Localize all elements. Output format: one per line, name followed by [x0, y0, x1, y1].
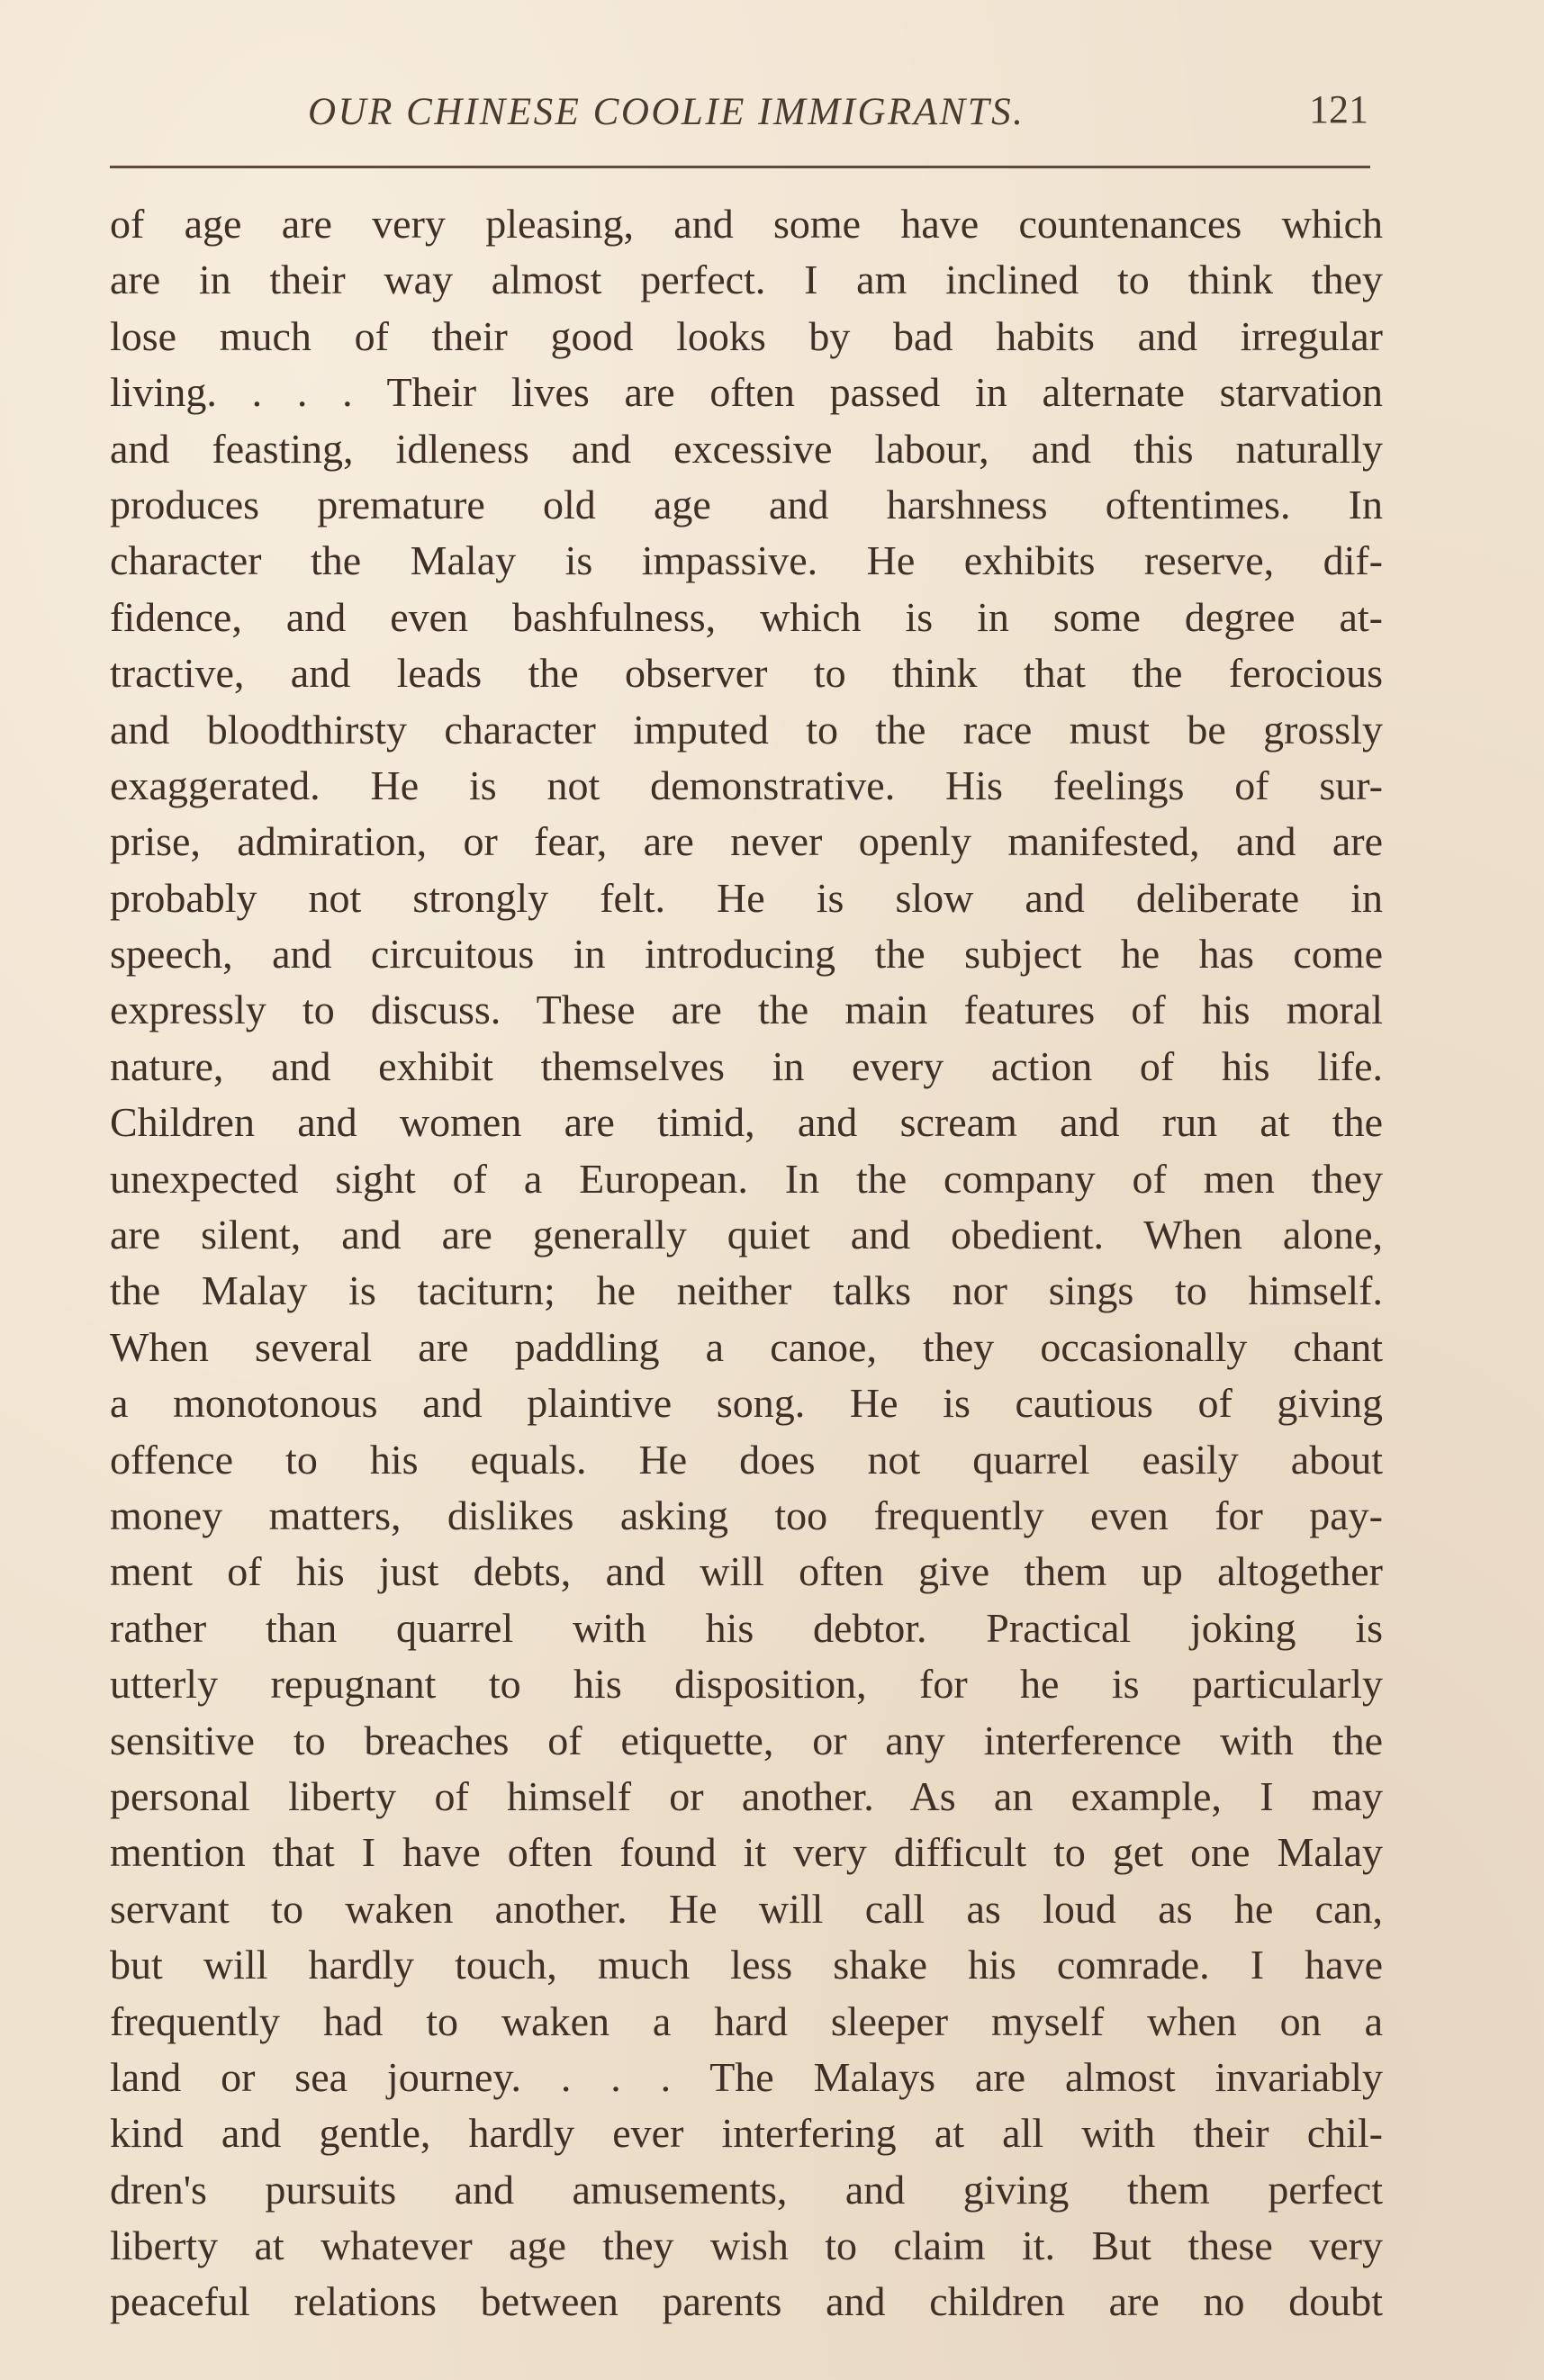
text-line: prise, admiration, or fear, are never openly manifested, and are — [110, 818, 1383, 865]
text-line: sensitive to breaches of etiquette, or any interference with the — [110, 1717, 1383, 1763]
text-line: tractive, and leads the observer to think that the ferocious — [110, 650, 1383, 697]
text-line: character the Malay is impassive. He exhibits reserve, dif- — [110, 537, 1383, 584]
text-line: speech, and circuitous in introducing the subject he has come — [110, 931, 1383, 978]
text-line: land or sea journey. . . . The Malays are almost invariably — [110, 2053, 1383, 2100]
text-line: unexpected sight of a European. In the company of men they — [110, 1155, 1383, 1202]
text-line: frequently had to waken a hard sleeper myself when on a — [110, 1997, 1383, 2044]
text-line: living. . . . Their lives are often passed in alternate starvation — [110, 369, 1383, 416]
text-line: utterly repugnant to his disposition, for he is particularly — [110, 1661, 1383, 1708]
text-line: produces premature old age and harshness oftentimes. In — [110, 481, 1383, 527]
text-line: but will hardly touch, much less shake his comrade. I have — [110, 1942, 1383, 1988]
text-line: lose much of their good looks by bad habits and irregular — [110, 312, 1383, 359]
text-line: Children and women are timid, and scream and run at the — [110, 1099, 1383, 1146]
text-line: a monotonous and plaintive song. He is cautious of giving — [110, 1380, 1383, 1427]
text-line: the Malay is taciturn; he neither talks nor sings to himself. — [110, 1267, 1383, 1314]
text-line: and bloodthirsty character imputed to the race must be grossly — [110, 706, 1383, 753]
text-line: ment of his just debts, and will often give them up altogether — [110, 1548, 1383, 1595]
text-line: exaggerated. He is not demonstrative. His feelings of sur- — [110, 762, 1383, 808]
text-line: expressly to discuss. These are the main features of his moral — [110, 987, 1383, 1033]
text-line: dren's pursuits and amusements, and giving them perfect — [110, 2166, 1383, 2213]
text-line: fidence, and even bashfulness, which is in some degree at- — [110, 593, 1383, 640]
text-line: money matters, dislikes asking too frequently even for pay- — [110, 1492, 1383, 1538]
running-head — [108, 81, 1368, 144]
page-number: 121 — [1309, 87, 1368, 131]
text-line: of age are very pleasing, and some have countenances which — [110, 201, 1383, 247]
text-line: peaceful relations between parents and children are no doubt — [110, 2278, 1383, 2325]
text-line: liberty at whatever age they wish to claim it. But these very — [110, 2222, 1383, 2269]
header-rule — [110, 166, 1370, 168]
text-line: are in their way almost perfect. I am inclined to think they — [110, 257, 1383, 303]
text-line: rather than quarrel with his debtor. Practical joking is — [110, 1604, 1383, 1651]
text-line: servant to waken another. He will call as loud as he can, — [110, 1885, 1383, 1932]
running-title: OUR CHINESE COOLIE IMMIGRANTS. — [308, 91, 1025, 133]
text-line: mention that I have often found it very difficult to get one Malay — [110, 1829, 1383, 1876]
text-line: offence to his equals. He does not quarrel easily about — [110, 1436, 1383, 1483]
text-line: are silent, and are generally quiet and obedient. When alone, — [110, 1212, 1383, 1258]
body-text — [110, 196, 1383, 2330]
text-line: kind and gentle, hardly ever interfering at all with their chil- — [110, 2110, 1383, 2157]
text-line: probably not strongly felt. He is slow and deliberate in — [110, 874, 1383, 921]
text-line: and feasting, idleness and excessive labour, and this naturally — [110, 425, 1383, 472]
text-line: When several are paddling a canoe, they occasionally chant — [110, 1323, 1383, 1370]
text-line: nature, and exhibit themselves in every action of his life. — [110, 1042, 1383, 1089]
text-line: personal liberty of himself or another. As an example, I may — [110, 1772, 1383, 1819]
